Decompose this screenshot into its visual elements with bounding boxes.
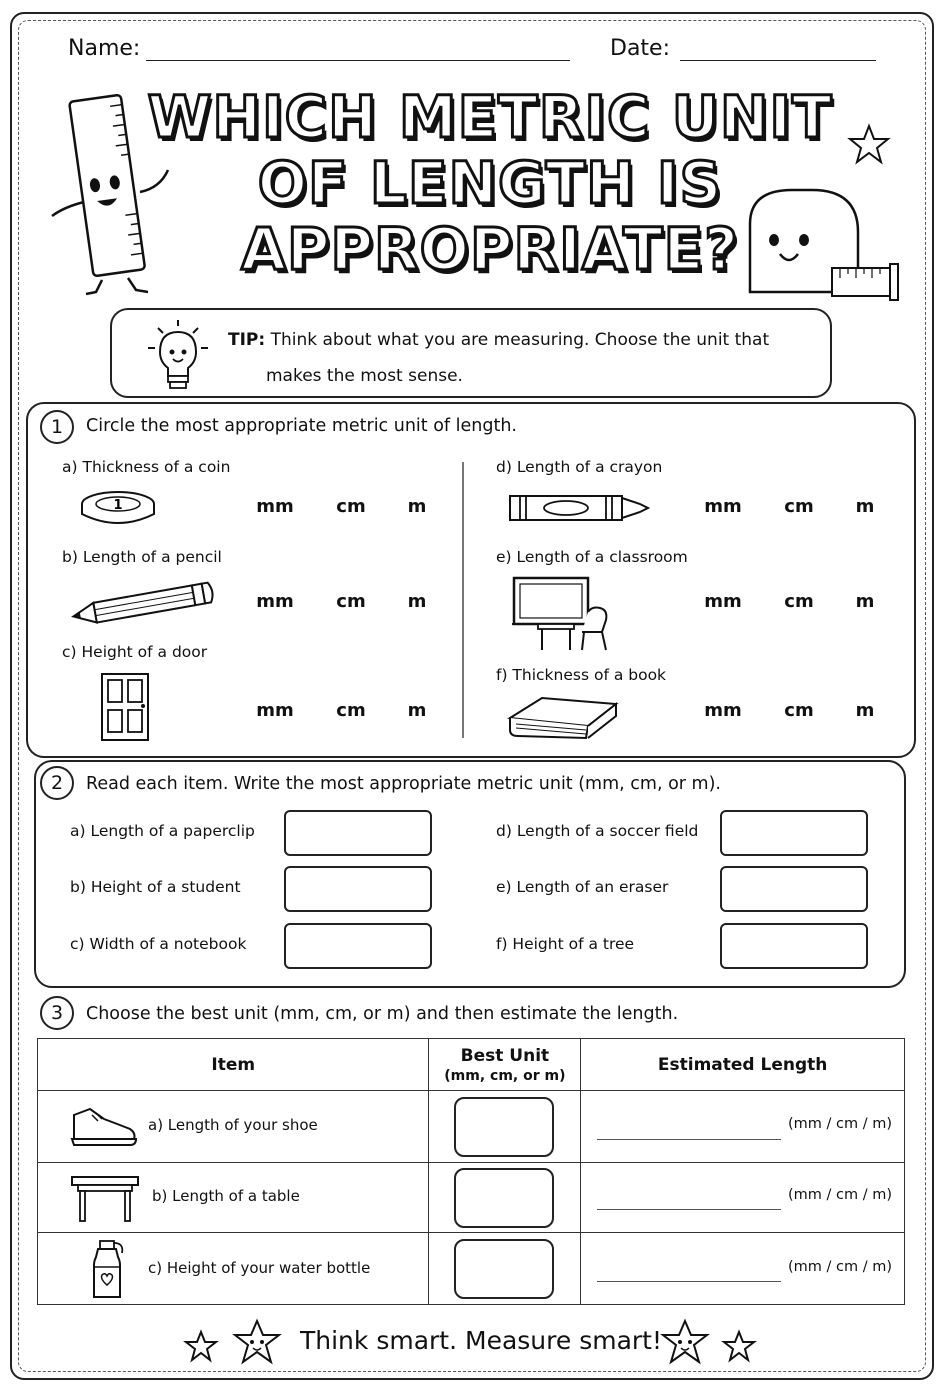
pencil-icon [70,584,218,620]
s1-item-b-label: b) Length of a pencil [62,548,222,566]
row-c-estimate-line[interactable] [597,1281,781,1282]
row-a-estimate-line[interactable] [597,1139,781,1140]
row-a-estimate-cell [581,1091,905,1163]
s2-answer-c[interactable] [284,923,432,969]
s2-answer-e[interactable] [720,866,868,912]
name-label: Name: [68,36,141,61]
section-2-instruction: Read each item. Write the most appropriate metric unit (mm, cm, or m). [86,774,721,794]
title-line-2: OF LENGTH IS [257,149,723,217]
row-a-item-cell [38,1091,429,1163]
table-row [38,1163,905,1233]
table-row [38,1091,905,1163]
star-icon [184,1330,218,1362]
book-icon [506,694,620,744]
s2-answer-a[interactable] [284,810,432,856]
lightbulb-icon [146,318,210,392]
row-b-estimate-cell [581,1163,905,1233]
best-unit-subtitle: (mm, cm, or m) [444,1067,566,1084]
row-c-unit-box[interactable] [454,1239,554,1299]
row-a-unit-box[interactable] [454,1097,554,1157]
row-b-estimate-line[interactable] [597,1209,781,1210]
tip-line-1: Think about what you are measuring. Choose the unit that [270,330,770,350]
row-b-unit-cell [429,1163,581,1233]
date-line[interactable] [680,60,876,61]
tip-text [228,322,818,394]
row-b-units-hint: (mm / cm / m) [788,1187,892,1203]
section-3-number: 3 [40,996,74,1030]
row-a-unit-cell [429,1091,581,1163]
shoe-icon [70,1105,138,1149]
crayon-icon [508,492,650,524]
s2-item-c-label: c) Width of a notebook [70,935,247,953]
tip-label: TIP: [228,330,266,350]
s1-item-c-label: c) Height of a door [62,643,208,661]
s1-e-unit-mm[interactable]: mm [704,591,742,612]
col-header-item: Item [38,1039,429,1091]
s1-e-unit-m[interactable]: m [855,591,875,612]
s1-b-unit-cm[interactable]: cm [336,591,366,612]
col-header-best-unit [429,1039,581,1091]
s2-item-d-label: d) Length of a soccer field [496,822,699,840]
s1-f-unit-cm[interactable]: cm [784,700,814,721]
s1-e-unit-cm[interactable]: cm [784,591,814,612]
col-header-estimated-length: Estimated Length [581,1039,905,1091]
row-c-item-cell [38,1233,429,1305]
s1-a-unit-mm[interactable]: mm [256,496,294,517]
s1-d-unit-cm[interactable]: cm [784,496,814,517]
section-1-number: 1 [40,410,74,444]
name-line[interactable] [146,60,570,61]
best-unit-title: Best Unit [460,1045,550,1066]
row-c-unit-cell [429,1233,581,1305]
table-icon [70,1173,140,1223]
tape-measure-mascot-icon [740,184,904,306]
s1-f-unit-mm[interactable]: mm [704,700,742,721]
water-bottle-icon [88,1239,128,1301]
row-b-unit-box[interactable] [454,1168,554,1228]
section-1-instruction: Circle the most appropriate metric unit of length. [86,416,517,436]
s2-item-b-label: b) Height of a student [70,878,241,896]
classroom-icon [508,576,612,652]
date-label: Date: [610,36,670,61]
s1-c-unit-cm[interactable]: cm [336,700,366,721]
row-a-units-hint: (mm / cm / m) [788,1116,892,1132]
s2-item-e-label: e) Length of an eraser [496,878,669,896]
section-2-number: 2 [40,766,74,800]
section-1-divider [462,462,464,738]
s2-item-f-label: f) Height of a tree [496,935,635,953]
s1-a-unit-m[interactable]: m [407,496,427,517]
s1-item-d-label: d) Length of a crayon [496,458,663,476]
table-row [38,1233,905,1305]
s2-answer-d[interactable] [720,810,868,856]
s1-item-a-label: a) Thickness of a coin [62,458,231,476]
section-3-table [37,1038,905,1305]
s1-item-e-label: e) Length of a classroom [496,548,688,566]
title-line-3: APPROPRIATE? [241,215,739,283]
s1-c-unit-mm[interactable]: mm [256,700,294,721]
smiling-star-icon [660,1318,710,1366]
s1-a-unit-cm[interactable]: cm [336,496,366,517]
s1-f-unit-m[interactable]: m [855,700,875,721]
tip-line-2: makes the most sense. [266,366,463,386]
row-b-label: b) Length of a table [152,1187,300,1205]
s1-d-unit-m[interactable]: m [855,496,875,517]
s1-b-unit-mm[interactable]: mm [256,591,294,612]
smiling-star-icon [232,1318,282,1366]
footer-text: Think smart. Measure smart! [300,1326,662,1355]
s2-item-a-label: a) Length of a paperclip [70,822,255,840]
section-3-instruction: Choose the best unit (mm, cm, or m) and then estimate the length. [86,1004,679,1024]
worksheet-title [140,84,840,282]
row-b-item-cell [38,1163,429,1233]
coin-icon [80,488,158,530]
door-icon [100,672,150,742]
row-c-label: c) Height of your water bottle [148,1259,371,1277]
coin-text: 1 [113,498,123,513]
row-c-units-hint: (mm / cm / m) [788,1259,892,1275]
s1-c-unit-m[interactable]: m [407,700,427,721]
s1-b-unit-m[interactable]: m [407,591,427,612]
s1-d-unit-mm[interactable]: mm [704,496,742,517]
row-c-estimate-cell [581,1233,905,1305]
title-line-1: WHICH METRIC UNIT [147,83,833,151]
s2-answer-b[interactable] [284,866,432,912]
star-icon [722,1330,756,1362]
star-icon [848,124,890,164]
s1-item-f-label: f) Thickness of a book [496,666,667,684]
s2-answer-f[interactable] [720,923,868,969]
row-a-label: a) Length of your shoe [148,1116,318,1134]
